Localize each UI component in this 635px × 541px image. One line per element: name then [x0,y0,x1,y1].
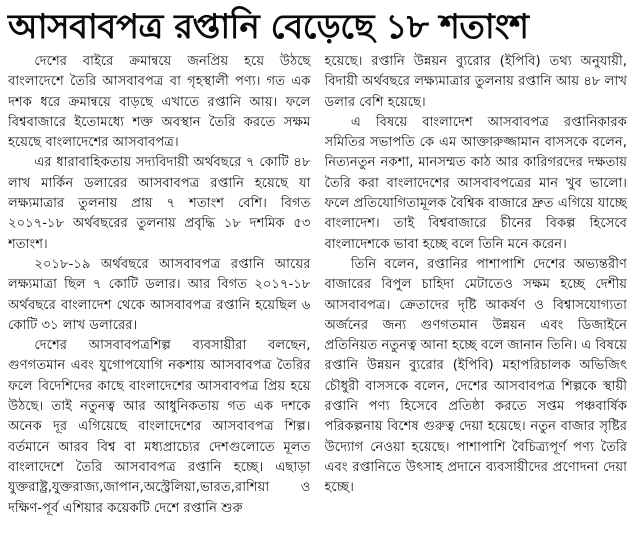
article-body [8,52,627,536]
paragraph-continued: হয়েছে। রপ্তানি উন্নয়ন ব্যুরোর (ইপিবি) তথ্য অনুযায়ী, বিদায়ী অর্থবছরে লক্ষ্যমাত্রার তুলনায় রপ্তানি আয় ৪৮ লাখ ডলার বেশি হয়েছে। [324,54,627,110]
paragraph: দেশের আসবাবপত্রশিল্প ব্যবসায়ীরা বলছেন, গুণগতমান এবং যুগোপযোগি নকশায় আসবাবপত্র তৈরির ফলে বিদেশিদের কাছে বাংলাদেশের আসবাবপত্র প্রিয় হয়ে উঠছে। তাই নতুনত্ব আর আধুনিকতায় গত এক দশকে অনেক দূর এগিয়েছে বাংলাদেশের আসবাবপত্র শিল্প। বর্তমানে আরব বিশ্ব বা মধ্যপ্রাচ্যের দেশগুলোতে মূলত বাংলাদেশে তৈরি আসবাবপত্র রপ্তানি হচ্ছে। এছাড়া যুক্তরাষ্ট্র,যুক্তরাজ্য,জাপান,অস্ট্রেলিয়া,ভারত,রাশিয়া ও দক্ষিণ-পূর্ব এশিয়ার কয়েকটি দেশে রপ্তানি শুরু [8,338,311,516]
headline: আসবাবপত্র রপ্তানি বেড়েছে ১৮ শতাংশ [8,7,529,47]
right-column [325,52,628,536]
paragraph: এর ধারাবাহিকতায় সদ্যবিদায়ী অর্থবছরে ৭ কোটি ৪৮ লাখ মার্কিন ডলারের আসবাবপত্র রপ্তানি হয়েছে যা লক্ষ্যমাত্রার তুলনায় প্রায় ৭ শতাংশ বেশি। বিগত ২০১৭-১৮ অর্থবছরের তুলনায় প্রবৃদ্ধি ১৮ দশমিক ৫৩ শতাংশ। [8,155,311,252]
left-column [8,52,311,536]
paragraph: এ বিষয়ে বাংলাদেশ আসবাবপত্র রপ্তানিকারক সমিতির সভাপতি কে এম আক্তারুজ্জামান বাসসকে বলেন, নিত্যনতুন নকশা, মানসম্মত কাঠ আর কারিগরদের দক্ষতায় তৈরি করা বাংলাদেশের আসবাবপত্রের মান খুব ভালো। ফলে প্রতিযোগিতামূলক বৈশ্বিক বাজারে দ্রুত এগিয়ে যাচ্ছে বাংলাদেশ। তাই বিশ্ববাজারে চীনের বিকল্প হিসেবে বাংলাদেশকে ভাবা হচ্ছে বলে তিনি মনে করেন। [324,114,627,252]
paragraph: দেশের বাইরে ক্রমান্বয়ে জনপ্রিয় হয়ে উঠছে বাংলাদেশে তৈরি আসবাবপত্র বা গৃহস্থালী পণ্য। গত এক দশক ধরে ক্রমান্বয়ে বাড়ছে এখাতে রপ্তানি আয়। ফলে বিশ্ববাজারে ইতোমধ্যে শক্ত অবস্থান তৈরি করতে সক্ষম হয়েছে বাংলাদেশের আসবাবপত্র। [8,54,311,151]
paragraph: তিনি বলেন, রপ্তানির পাশাপাশি দেশের অভ্যন্তরীণ বাজারের বিপুল চাহিদা মেটাতেও সক্ষম হচ্ছে দেশীয় আসবাবপত্র। ক্রেতাদের দৃষ্টি আকর্ষণ ও বিশ্বাসযোগ্যতা অর্জনের জন্য গুণগতমান উন্নয়ন এবং ডিজাইনে প্রতিনিয়ত নতুনত্ব আনা হচ্ছে বলে জানান তিনি। এ বিষয়ে রপ্তানি উন্নয়ন ব্যুরোর (ইপিবি) মহাপরিচালক অভিজিৎ চৌধুরী বাসসকে বলেন, দেশের আসবাবপত্র শিল্পকে স্থায়ী রপ্তানি পণ্য হিসেবে প্রতিষ্ঠা করতে সপ্তম পঞ্চবার্ষিক পরিকল্পনায় বিশেষ গুরুত্ব দেয়া হয়েছে। নতুন বাজার সৃষ্টির উদ্যোগ নেওয়া হয়েছে। পাশাপাশি বৈচিত্র্যপূর্ণ পণ্য তৈরি এবং রপ্তানিতে উৎসাহ প্রদানে ব্যবসায়ীদের প্রণোদনা দেয়া হচ্ছে। [324,256,627,496]
paragraph: ২০১৮-১৯ অর্থবছরে আসবাবপত্র রপ্তানি আয়ের লক্ষ্যমাত্রা ছিল ৭ কোটি ডলার। আর বিগত ২০১৭-১৮ অর্থবছরে বাংলাদেশ থেকে আসবাবপত্র রপ্তানি হয়েছিল ৬ কোটি ৩১ লাখ ডলারের। [8,256,311,333]
